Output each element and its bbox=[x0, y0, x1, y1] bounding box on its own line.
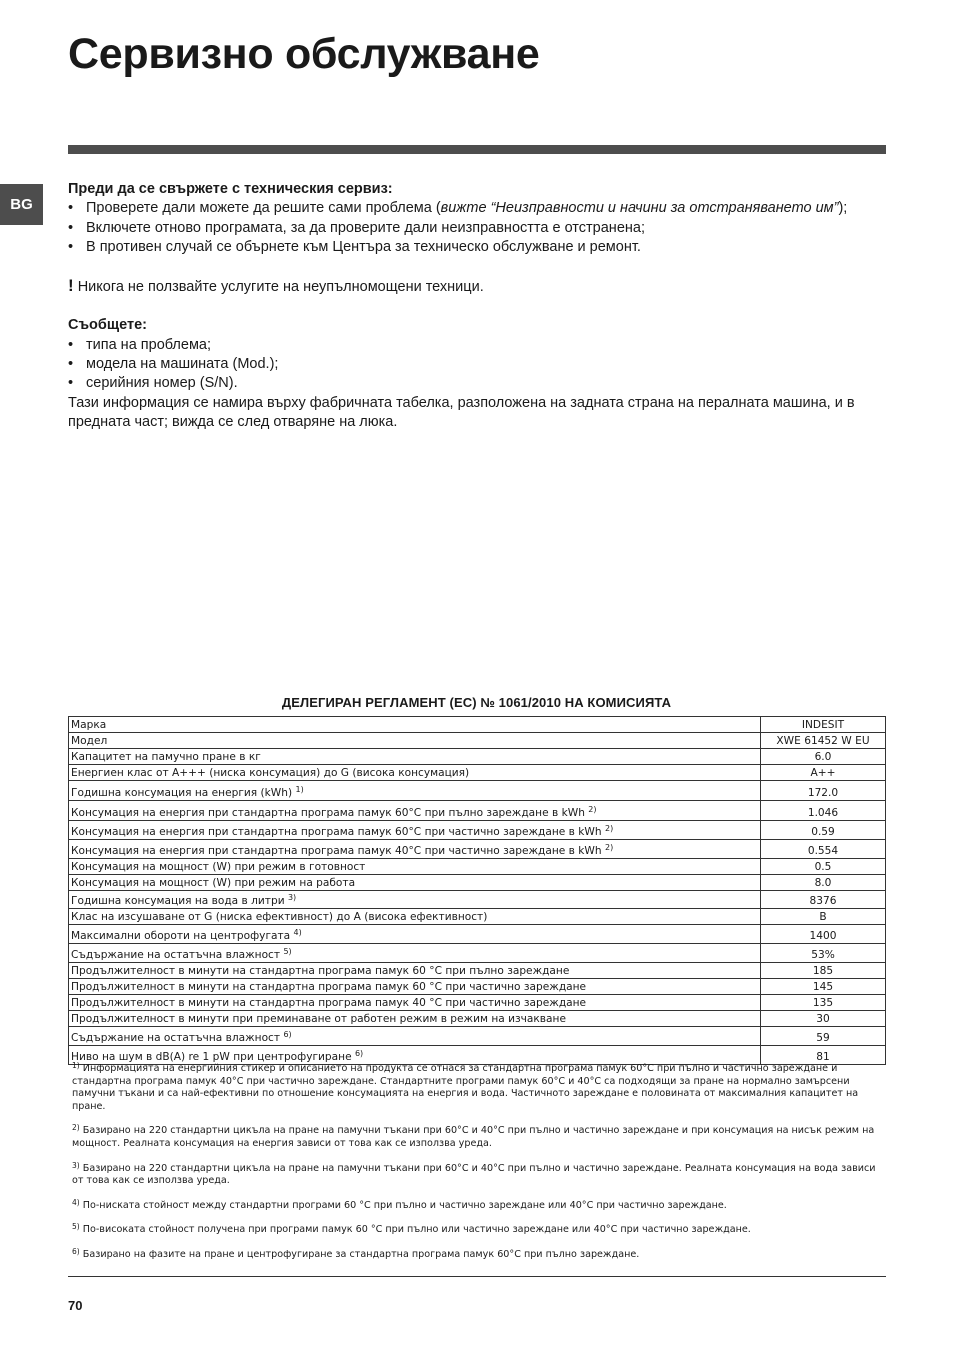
regulation-table bbox=[68, 716, 886, 1065]
footnote-number: 5) bbox=[72, 1222, 80, 1232]
row-label-cell bbox=[69, 859, 761, 875]
footnote-text: Базирано на фазите на пране и центрофугиране за стандартна програма памук 60°C при пълно зареждане. bbox=[82, 1248, 640, 1260]
list-item-text: В противен случай се обърнете към Центъра за техническо обслужване и ремонт. bbox=[86, 238, 641, 255]
table-row bbox=[69, 717, 886, 733]
rating-plate-note: Тази информация се намира върху фабричната табелка, разположена на задната страна на пералната машина, и в предната част; вижда се след отваряне на люка. bbox=[68, 394, 855, 430]
row-label-cell bbox=[69, 875, 761, 891]
table-row bbox=[69, 1027, 886, 1046]
footnote-mark: 2) bbox=[605, 824, 614, 833]
footnote-text: Базирано на 220 стандартни цикъла на пране на памучни тъкани при 60°C и 40°C при пълно и частично зареждане и при консумация на нисък режим на мощност. Реалната консумация на енергия зависи от това как се използва уреда. bbox=[72, 1125, 875, 1149]
row-value: 145 bbox=[761, 979, 886, 995]
row-label-cell bbox=[69, 821, 761, 840]
row-label: Модел bbox=[71, 735, 108, 747]
bullet-icon: • bbox=[68, 375, 74, 392]
footnote-number: 2) bbox=[72, 1123, 80, 1133]
footnote-number: 1) bbox=[72, 1061, 80, 1070]
row-label: Продължителност в минути на стандартна програма памук 40 °C при частично зареждане bbox=[71, 997, 587, 1009]
table-row bbox=[69, 979, 886, 995]
footer-divider bbox=[68, 1276, 886, 1277]
row-label-cell bbox=[69, 891, 761, 909]
row-label-cell bbox=[69, 944, 761, 963]
table-row bbox=[69, 801, 886, 821]
row-label: Годишна консумация на вода в литри bbox=[71, 895, 285, 907]
row-label-cell bbox=[69, 1027, 761, 1046]
table-row bbox=[69, 944, 886, 963]
row-label: Годишна консумация на енергия (kWh) bbox=[71, 787, 293, 799]
bullet-icon: • bbox=[68, 356, 74, 373]
regulation-title: ДЕЛЕГИРАН РЕГЛАМЕНТ (ЕС) № 1061/2010 НА КОМИСИЯТА bbox=[281, 695, 672, 710]
footnote-text: По-ниската стойност между стандартни програми 60 °C при пълно и частично зареждане или 40°C при частично зареждане. bbox=[82, 1199, 727, 1211]
row-label: Съдържание на остатъчна влажност bbox=[71, 1032, 281, 1044]
row-label-cell bbox=[69, 840, 761, 859]
row-value: 0.59 bbox=[761, 821, 886, 840]
table-row bbox=[69, 963, 886, 979]
row-label-cell bbox=[69, 925, 761, 944]
list-item-text: типа на проблема; bbox=[86, 336, 212, 353]
table-row bbox=[69, 749, 886, 765]
row-label: Консумация на мощност (W) при режим на работа bbox=[71, 877, 356, 889]
row-label-cell bbox=[69, 979, 761, 995]
warning-text: Никога не ползвайте услугите на неупълномощени техници. bbox=[77, 279, 484, 296]
row-value: 1.046 bbox=[761, 801, 886, 821]
footnote-mark: 5) bbox=[283, 947, 292, 956]
footnote-mark: 2) bbox=[605, 843, 614, 852]
bullet-icon: • bbox=[68, 336, 74, 353]
warning-icon: ! bbox=[68, 276, 74, 296]
row-label: Ниво на шум в dB(A) re 1 pW при центрофугиране bbox=[71, 1051, 352, 1063]
row-value: 185 bbox=[761, 963, 886, 979]
row-label-cell bbox=[69, 717, 761, 733]
list-item bbox=[68, 336, 888, 355]
language-tab: BG bbox=[0, 184, 43, 225]
list-item bbox=[68, 374, 888, 393]
table-row bbox=[69, 1046, 886, 1065]
warning-line bbox=[68, 276, 888, 297]
bullet-icon: • bbox=[68, 200, 74, 217]
row-label: Съдържание на остатъчна влажност bbox=[71, 949, 281, 961]
row-label: Продължителност в минути при преминаване от работен режим в режим на изчакване bbox=[71, 1013, 566, 1025]
list-item bbox=[68, 355, 888, 374]
row-value: 59 bbox=[761, 1027, 886, 1046]
row-label-cell bbox=[69, 963, 761, 979]
list-item bbox=[68, 238, 888, 257]
page-title: Сервизно обслужване bbox=[68, 30, 540, 78]
row-label: Клас на изсушаване от G (ниска ефективност) до A (висока ефективност) bbox=[71, 911, 488, 923]
row-label: Консумация на енергия при стандартна програма памук 40°C при частично зареждане в kWh bbox=[71, 845, 602, 857]
footnote-mark: 6) bbox=[283, 1030, 292, 1039]
row-value: 0.554 bbox=[761, 840, 886, 859]
list-item-text: модела на машината (Mod.); bbox=[86, 356, 279, 373]
bullet-icon: • bbox=[68, 238, 74, 255]
row-value: INDESIT bbox=[761, 717, 886, 733]
table-row bbox=[69, 821, 886, 840]
row-value: B bbox=[761, 909, 886, 925]
footnote-mark: 4) bbox=[293, 928, 302, 937]
footnote bbox=[72, 1197, 886, 1213]
title-divider bbox=[68, 145, 886, 154]
row-label: Консумация на енергия при стандартна програма памук 60°C при частично зареждане в kWh bbox=[71, 826, 602, 838]
row-label-cell bbox=[69, 801, 761, 821]
row-label: Консумация на енергия при стандартна програма памук 60°C при пълно зареждане в kWh bbox=[71, 807, 585, 819]
footnote-text: По-високата стойност получена при програми памук 60 °C при пълно или частично зареждане или 40°C при частично зареждане. bbox=[82, 1224, 751, 1236]
row-label: Продължителност в минути на стандартна програма памук 60 °C при частично зареждане bbox=[71, 981, 587, 993]
footnote bbox=[72, 1125, 886, 1150]
table-row bbox=[69, 1011, 886, 1027]
row-label-cell bbox=[69, 733, 761, 749]
bullet-icon: • bbox=[68, 219, 74, 236]
table-row bbox=[69, 891, 886, 909]
row-label: Капацитет на памучно пране в кг bbox=[71, 751, 261, 763]
row-label: Енергиен клас от A+++ (ниска консумация) до G (висока консумация) bbox=[71, 767, 470, 779]
footnote bbox=[72, 1224, 886, 1237]
table-row bbox=[69, 909, 886, 925]
footnote-number: 6) bbox=[72, 1246, 80, 1256]
row-label-cell bbox=[69, 765, 761, 781]
report-heading: Съобщете: bbox=[68, 317, 147, 334]
footnote bbox=[72, 1246, 886, 1262]
footnote-text: Базирано на 220 стандартни цикъла на пране на памучни тъкани при 60°C и 40°C при пълно и частично зареждане. Реалната консумация на вода зависи от това как се използва уреда. bbox=[72, 1162, 876, 1187]
row-value: 0.5 bbox=[761, 859, 886, 875]
row-label-cell bbox=[69, 781, 761, 801]
list-item-tail: ); bbox=[838, 200, 848, 217]
service-instructions bbox=[68, 180, 888, 432]
table-row bbox=[69, 859, 886, 875]
footnote-number: 3) bbox=[72, 1160, 80, 1170]
list-item-reference: вижте “Неизправности и начини за отстраняването им” bbox=[440, 200, 839, 217]
row-value: 172.0 bbox=[761, 781, 886, 801]
page-number: 70 bbox=[68, 1298, 83, 1313]
table-row bbox=[69, 840, 886, 859]
row-value: 6.0 bbox=[761, 749, 886, 765]
footnote bbox=[72, 1160, 886, 1188]
footnote-mark: 3) bbox=[287, 893, 297, 902]
row-value: 81 bbox=[761, 1046, 886, 1065]
footnote-mark: 2) bbox=[588, 805, 597, 814]
row-label: Консумация на мощност (W) при режим в готовност bbox=[71, 861, 366, 873]
row-label-cell bbox=[69, 1011, 761, 1027]
footnote-number: 4) bbox=[72, 1197, 80, 1207]
row-value: A++ bbox=[761, 765, 886, 781]
list-item-text: Проверете дали можете да решите сами проблема ( bbox=[86, 200, 441, 217]
row-label: Максимални обороти на центрофугата bbox=[71, 930, 291, 942]
list-item-text: серийния номер (S/N). bbox=[86, 375, 238, 392]
row-label: Марка bbox=[71, 719, 107, 731]
row-label-cell bbox=[69, 1046, 761, 1065]
row-value: XWE 61452 W EU bbox=[761, 733, 886, 749]
row-value: 8376 bbox=[761, 891, 886, 909]
regulation-footnotes bbox=[72, 1063, 886, 1274]
footnote-mark: 6) bbox=[354, 1049, 364, 1058]
table-row bbox=[69, 925, 886, 944]
row-value: 30 bbox=[761, 1011, 886, 1027]
footnote-mark: 1) bbox=[295, 785, 304, 794]
table-row bbox=[69, 995, 886, 1011]
list-item bbox=[68, 199, 888, 218]
table-row bbox=[69, 781, 886, 801]
before-contact-heading: Преди да се свържете с техническия сервиз: bbox=[68, 181, 393, 197]
row-label-cell bbox=[69, 749, 761, 765]
list-item bbox=[68, 219, 888, 238]
table-row bbox=[69, 875, 886, 891]
row-label: Продължителност в минути на стандартна програма памук 60 °C при пълно зареждане bbox=[71, 965, 570, 977]
row-value: 8.0 bbox=[761, 875, 886, 891]
list-item-text: Включете отново програмата, за да проверите дали неизправността е отстранена; bbox=[86, 219, 645, 236]
row-value: 53% bbox=[761, 944, 886, 963]
table-row bbox=[69, 733, 886, 749]
footnote bbox=[72, 1063, 886, 1113]
table-row bbox=[69, 765, 886, 781]
row-value: 135 bbox=[761, 995, 886, 1011]
row-value: 1400 bbox=[761, 925, 886, 944]
footnote-text: Информацията на енергийния стикер и описанието на продукта се отнася за стандартна програма памук 60°C при пълно и частично зареждане и стандартна програма памук 40°C при частично зареждане. Стандартните програми памук 60°C и 40°C са подходящи за пране на нормално замърсени памучни тъкани и са най-ефективни по отношение консумацията на енергия и вода. Частичното зареждане е половината от максималния капацитет на пране. bbox=[72, 1063, 859, 1112]
row-label-cell bbox=[69, 909, 761, 925]
row-label-cell bbox=[69, 995, 761, 1011]
